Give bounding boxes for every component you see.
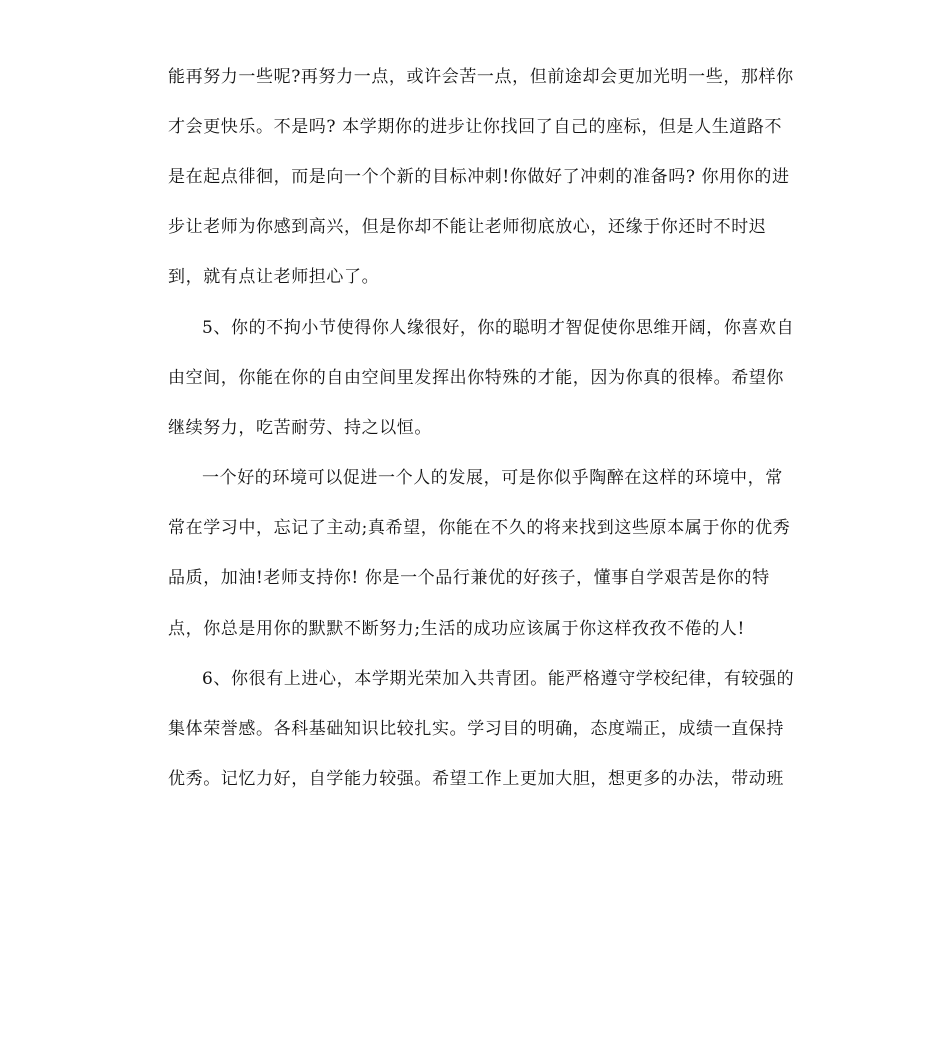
- paragraph-first-line: 5、你的不拘小节使得你人缘很好，你的聪明才智促使你思维开阔，你喜欢自: [202, 318, 795, 338]
- text-line: 才会更快乐。不是吗? 本学期你的进步让你找回了自己的座标，但是人生道路不: [168, 117, 783, 137]
- text-line: 点，你总是用你的默默不断努力;生活的成功应该属于你这样孜孜不倦的人!: [168, 619, 745, 639]
- text-line: 继续努力，吃苦耐劳、持之以恒。: [168, 418, 432, 438]
- paragraph-first-line: 6、你很有上进心，本学期光荣加入共青团。能严格遵守学校纪律，有较强的: [202, 669, 795, 689]
- text-line: 由空间，你能在你的自由空间里发挥出你特殊的才能，因为你真的很棒。希望你: [168, 368, 784, 388]
- text-line: 优秀。记忆力好，自学能力较强。希望工作上更加大胆，想更多的办法，带动班: [168, 769, 784, 789]
- text-line: 常在学习中，忘记了主动;真希望，你能在不久的将来找到这些原本属于你的优秀: [168, 518, 791, 538]
- text-line: 到，就有点让老师担心了。: [168, 267, 380, 287]
- text-line: 品质，加油!老师支持你! 你是一个品行兼优的好孩子，懂事自学艰苦是你的特: [168, 568, 770, 588]
- paragraph-first-line: 一个好的环境可以促进一个人的发展，可是你似乎陶醉在这样的环境中，常: [202, 468, 783, 488]
- text-line: 步让老师为你感到高兴，但是你却不能让老师彻底放心，还缘于你还时不时迟: [168, 217, 767, 237]
- text-line: 能再努力一些呢?再努力一点，或许会苦一点，但前途却会更加光明一些，那样你: [168, 67, 794, 87]
- text-line: 是在起点徘徊，而是向一个个新的目标冲刺!你做好了冲刺的准备吗? 你用你的进: [168, 167, 790, 187]
- text-line: 集体荣誉感。各科基础知识比较扎实。学习目的明确，态度端正，成绩一直保持: [168, 719, 784, 739]
